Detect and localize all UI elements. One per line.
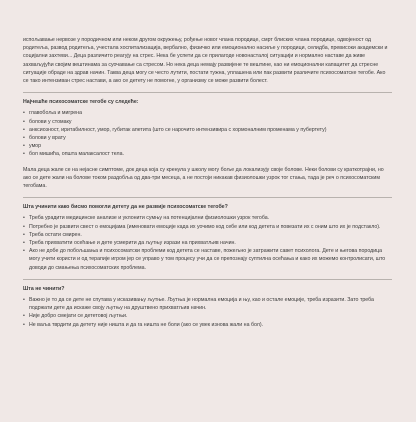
- list-item: • анксиозност, иритабилност, умор, губитак апетита (што се нарочито интензивира с хормоналним променама у пубертету): [23, 126, 392, 134]
- list-item: • главобоља и мигрена: [23, 109, 392, 117]
- list-item: • Треба прихватити осећање и дете усмерити да љутњу изрази на прихватљив начин.: [23, 239, 392, 247]
- intro-paragraph: испољавање нервозе у породичном или неком другом окружењу, рођење новог члана породице, смрт блиских члана породице, одвојеност од родитеља, развод родитеља, учестала хоспитализација, вербално, физичко или емоционално насиље у породици, селидба, превисоки академски и социјални захтеви... Деца различито реагују на стрес. Нека бе успети да се прилагоде новонасталој ситуацији и нормално наставе да живе захваљујући својим вештинама за суочавање са стресом. Но нека деца немају развијене те вештине, као ни емоционални капацитет да стресне ситуације обраде на здрав начин. Таква деца могу се често лутити, постати тужна, уплашена или пак развити различите психосоматске тегобе. Ако се тако интензиван стрес настави, а ако се детету не помогне, у организму се може развити болест.: [23, 37, 388, 85]
- list-item: • болови у врату: [23, 134, 392, 142]
- section-divider: [23, 279, 392, 280]
- list-item: • Ако не добе до побољшања и психосоматски проблеми код детета се наставе, пожељно је затражити савет психолога. Дете и његова породица могу учити користи и од терапије игром јер се управо у том процесу учи да се препознају суптилна осећања и како их можемо контролисати, што доводи до смањења психосоматских проблема.: [23, 247, 392, 272]
- avoid-list: [23, 296, 392, 329]
- note-paragraph: Мала деца жале се на нејасне симптоме, док деца која су кренула у школу могу боље да локализују своје болове. Неки болови су краткотрајни, но ако се дете жали на болове током раздобља од два-три месеца, а не постоји никакав физиолошки узрок тог стања, тада је реч о психосоматским тегобама.: [23, 166, 384, 190]
- list-item: • Потребно је развити свест о емоцијама (именовати емоције када их уочимо код себе или код детета и повезати их с оним што их је подстакло).: [23, 223, 392, 231]
- section-divider: [23, 197, 392, 198]
- list-item: • Важно је то да се дете не спутава у исказивању љутње. Љутња је нормална емоција и њу, као и остале емоције, треба изразити. Зато треба подржати дете да искаже своју љутњу на друштвено прихватљив начин.: [23, 296, 392, 312]
- list-item: • болови у стомаку: [23, 118, 392, 126]
- list-item: • Треба остати смирен.: [23, 231, 392, 239]
- avoid-heading: Шта не чинити?: [23, 285, 65, 292]
- help-list: [23, 214, 392, 271]
- list-item: • умор: [23, 142, 392, 150]
- list-item: • Треба урадити медицинске анализе и уклонити сумњу на потенцијални физиолошки узрок тегоба.: [23, 214, 392, 222]
- symptoms-list: [23, 109, 392, 158]
- list-item: • Није добро смејати се дететовој љутњи.: [23, 312, 392, 320]
- symptoms-heading: Најчешће психосоматске тегобе су следеће:: [23, 99, 139, 106]
- list-item: • Не ваља тврдити да детету није ништа и да га ништа не боли (ако се увек изнова жали на бол).: [23, 321, 392, 329]
- section-divider: [23, 92, 392, 93]
- help-heading: Шта учинити како бисмо помогли детету да не развије психосоматске тегобе?: [23, 204, 228, 211]
- list-item: • бол мишића, општа малаксалост тела.: [23, 150, 392, 158]
